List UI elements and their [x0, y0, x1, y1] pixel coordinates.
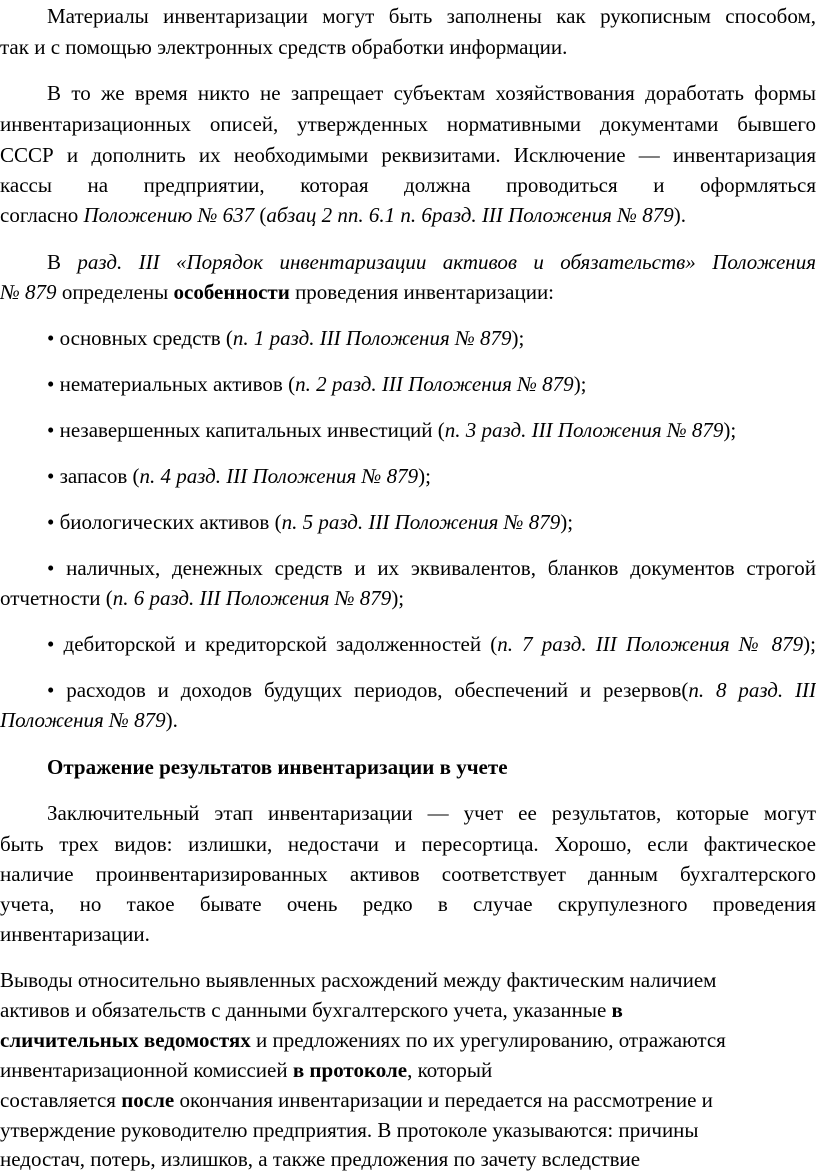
- text-run: В: [47, 250, 78, 274]
- text-run: • запасов (: [47, 464, 140, 488]
- text-run: составляется: [0, 1088, 122, 1112]
- reference-link-text: п. 5 разд. III Положения № 879: [281, 510, 561, 534]
- text-run: (: [254, 203, 267, 227]
- reference-link-text: п. 1 разд. III Положения № 879: [232, 326, 512, 350]
- p5-line-4: [0, 1056, 816, 1084]
- p2-line-5: [0, 201, 816, 229]
- p3-line-2: [0, 278, 816, 306]
- text-run: ).: [673, 203, 686, 227]
- text-run: • нематериальных активов (: [47, 372, 296, 396]
- reference-link-text: п. 7 разд. III Положения № 879: [497, 632, 804, 656]
- bullet-item-3: [47, 416, 816, 444]
- p5-line-7: недостач, потерь, излишков, а также предложения по зачету вследствие: [0, 1147, 641, 1171]
- p4-line-2: быть трех видов: излишки, недостачи и пересортица. Хорошо, если фактическое: [0, 832, 816, 856]
- text-run: ).: [165, 708, 178, 732]
- text-run: • биологических активов (: [47, 510, 282, 534]
- p5-line-3: [0, 1026, 816, 1054]
- text-run: );: [560, 510, 574, 534]
- text-run: );: [418, 464, 431, 488]
- text-run: • незавершенных капитальных инвестиций (: [47, 418, 445, 442]
- bullet-item-4: [47, 462, 816, 490]
- reference-link-text: п. 6 разд. III Положения № 879: [112, 586, 392, 610]
- bold-text: в протоколе: [292, 1058, 408, 1082]
- p4-line-3: наличие проинвентаризированных активов соответствует данным бухгалтерского: [0, 862, 816, 886]
- reference-link-text: № 879: [0, 280, 57, 304]
- bullet-item-5: [47, 508, 816, 536]
- text-run: окончания инвентаризации и передается на рассмотрение и: [174, 1088, 713, 1112]
- reference-link-text: п. 4 разд. III Положения № 879: [139, 464, 419, 488]
- bold-text: сличительных ведомостях: [0, 1028, 251, 1052]
- p5-line-1: Выводы относительно выявленных расхождений между фактическим наличием: [0, 968, 717, 992]
- bold-text: в: [611, 998, 623, 1022]
- text-run: • дебиторской и кредиторской задолженностей (: [47, 632, 498, 656]
- bullet-item-8-line-1: [47, 676, 816, 704]
- text-run: инвентаризационной комиссией: [0, 1058, 293, 1082]
- text-run: );: [511, 326, 525, 350]
- bullet-item-6-line-1: • наличных, денежных средств и их эквивалентов, бланков документов строгой: [47, 556, 816, 580]
- text-run: );: [803, 632, 816, 656]
- p5-line-6: утверждение руководителю предприятия. В протоколе указываются: причины: [0, 1118, 699, 1142]
- p3-line-1: [47, 248, 816, 276]
- reference-link-text: п. 3 разд. III Положения № 879: [444, 418, 724, 442]
- text-run: активов и обязательств с данными бухгалтерского учета, указанные: [0, 998, 612, 1022]
- p5-line-2: [0, 996, 816, 1024]
- reference-link-text: п. 2 разд. III Положения № 879: [295, 372, 574, 396]
- bullet-item-7: [47, 630, 816, 658]
- text-run: , который: [407, 1058, 493, 1082]
- p2-line-4: кассы на предприятии, которая должна проводиться и оформляться: [0, 173, 816, 197]
- reference-link-text: п. 8 разд. III: [688, 678, 816, 702]
- section-heading: Отражение результатов инвентаризации в учете: [47, 755, 508, 779]
- text-run: отчетности (: [0, 586, 113, 610]
- text-run: проведения инвентаризации:: [289, 280, 555, 304]
- text-run: и предложениях по их урегулированию, отражаются: [250, 1028, 726, 1052]
- text-run: согласно: [0, 203, 84, 227]
- reference-link-text: Положению № 637: [83, 203, 255, 227]
- reference-link-text: разд. III «Порядок инвентаризации активов и обязательств» Положения: [77, 250, 816, 274]
- p1-line-1: Материалы инвентаризации могут быть заполнены как рукописным способом,: [47, 4, 816, 28]
- bullet-item-8-line-2: [0, 706, 816, 734]
- text-run: определены: [56, 280, 174, 304]
- p5-line-5: [0, 1086, 816, 1114]
- p2-line-3: СССР и дополнить их необходимыми реквизитами. Исключение — инвентаризация: [0, 143, 816, 167]
- bullet-item-2: [47, 370, 816, 398]
- p4-line-1: Заключительный этап инвентаризации — учет ее результатов, которые могут: [47, 801, 816, 825]
- p1-line-2: так и с помощью электронных средств обработки информации.: [0, 35, 568, 59]
- text-run: • основных средств (: [47, 326, 233, 350]
- text-run: • расходов и доходов будущих периодов, обеспечений и резервов(: [47, 678, 689, 702]
- reference-link-text: абзац 2 пп. 6.1 п. 6разд. III Положения № 879: [266, 203, 674, 227]
- bold-text: после: [121, 1088, 175, 1112]
- reference-link-text: Положения № 879: [0, 708, 166, 732]
- bullet-item-6-line-2: [0, 584, 816, 612]
- p2-line-2: инвентаризационных описей, утвержденных нормативными документами бывшего: [0, 112, 816, 136]
- bold-text: особенности: [173, 280, 290, 304]
- p2-line-1: В то же время никто не запрещает субъектам хозяйствования доработать формы: [47, 81, 816, 105]
- text-run: );: [723, 418, 737, 442]
- p4-line-5: инвентаризации.: [0, 922, 150, 946]
- bullet-item-1: [47, 324, 816, 352]
- text-run: );: [391, 586, 405, 610]
- text-run: );: [573, 372, 587, 396]
- p4-line-4: учета, но такое бывате очень редко в случае скрупулезного проведения: [0, 892, 816, 916]
